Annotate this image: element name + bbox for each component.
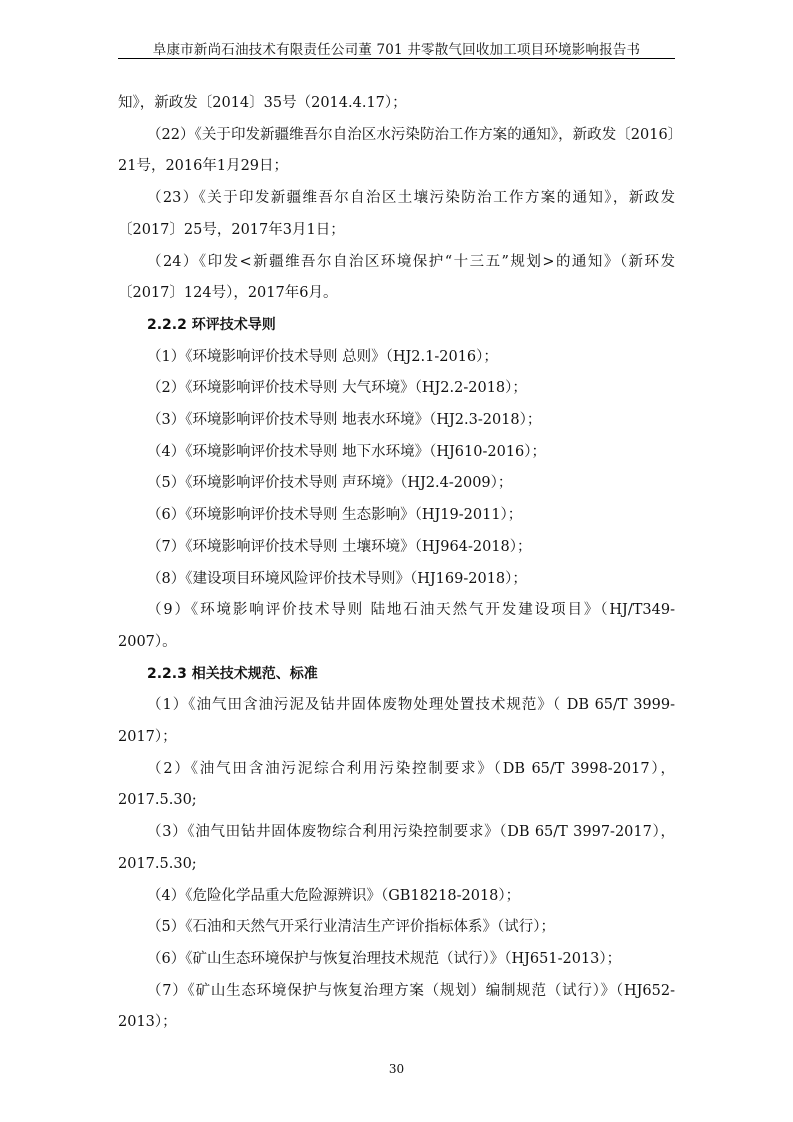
list-item: （6）《环境影响评价技术导则 生态影响》（HJ19-2011）； (147, 507, 523, 524)
list-item: （3）《油气田钻井固体废物综合利用污染控制要求》（DB 65/T 3997-2017）， 2017.5.30; (118, 824, 675, 872)
paragraph-item-23: （23）《关于印发新疆维吾尔自治区土壤污染防治工作方案的通知》，新政发〔2017〕25号，2017年3月1日； (118, 190, 675, 238)
list-item: （9）《环境影响评价技术导则 陆地石油天然气开发建设项目》（HJ/T349-2007）。 (118, 602, 675, 650)
page-number: 30 (388, 1062, 405, 1076)
header-divider (118, 58, 675, 59)
section-heading-2-2-2: 2.2.2 环评技术导则 (147, 316, 276, 333)
document-body (118, 88, 675, 1039)
list-item: （7）《矿山生态环境保护与恢复治理方案（规划）编制规范（试行）》（HJ652-2013）； (118, 982, 675, 1031)
list-item: （3）《环境影响评价技术导则 地表水环境》（HJ2.3-2018）； (147, 412, 542, 429)
section-heading-2-2-3: 2.2.3 相关技术规范、标准 (147, 665, 318, 682)
list-item: （4）《环境影响评价技术导则 地下水环境》（HJ610-2016）； (147, 443, 547, 460)
list-item: （1）《油气田含油污泥及钻井固体废物处理处置技术规范》（ DB 65/T 3999-2017）； (118, 697, 675, 746)
list-item: （5）《石油和天然气开采行业清洁生产评价指标体系》（试行）； (147, 919, 555, 936)
list-item: （8）《建设项目环境风险评价技术导则》（HJ169-2018）； (147, 570, 527, 587)
list-item: （2）《环境影响评价技术导则 大气环境》（HJ2.2-2018）； (147, 380, 527, 397)
paragraph-item-22: （22）《关于印发新疆维吾尔自治区水污染防治工作方案的通知》，新政发〔2016〕21号，2016年1月29日； (118, 126, 675, 175)
running-header: 阜康市新尚石油技术有限责任公司董 701 井零散气回收加工项目环境影响报告书 (152, 42, 641, 58)
list-item: （7）《环境影响评价技术导则 土壤环境》（HJ964-2018）； (147, 538, 532, 555)
list-item: （5）《环境影响评价技术导则 声环境》（HJ2.4-2009）； (147, 475, 513, 492)
list-item: （6）《矿山生态环境保护与恢复治理技术规范（试行）》（HJ651-2013）； (147, 950, 622, 967)
list-item: （4）《危险化学品重大危险源辨识》（GB18218-2018）； (147, 887, 521, 904)
list-item: （2）《油气田含油污泥综合利用污染控制要求》（DB 65/T 3998-2017），2017.5.30; (118, 760, 675, 809)
paragraph-item-24: （24）《印发<新疆维吾尔自治区环境保护“十三五”规划>的通知》（新环发〔2017〕124号），2017年6月。 (118, 253, 675, 302)
list-item: （1）《环境影响评价技术导则 总则》（HJ2.1-2016）； (147, 348, 498, 365)
paragraph-continued: 知》，新政发〔2014〕35号（2014.4.17）； (118, 95, 407, 111)
